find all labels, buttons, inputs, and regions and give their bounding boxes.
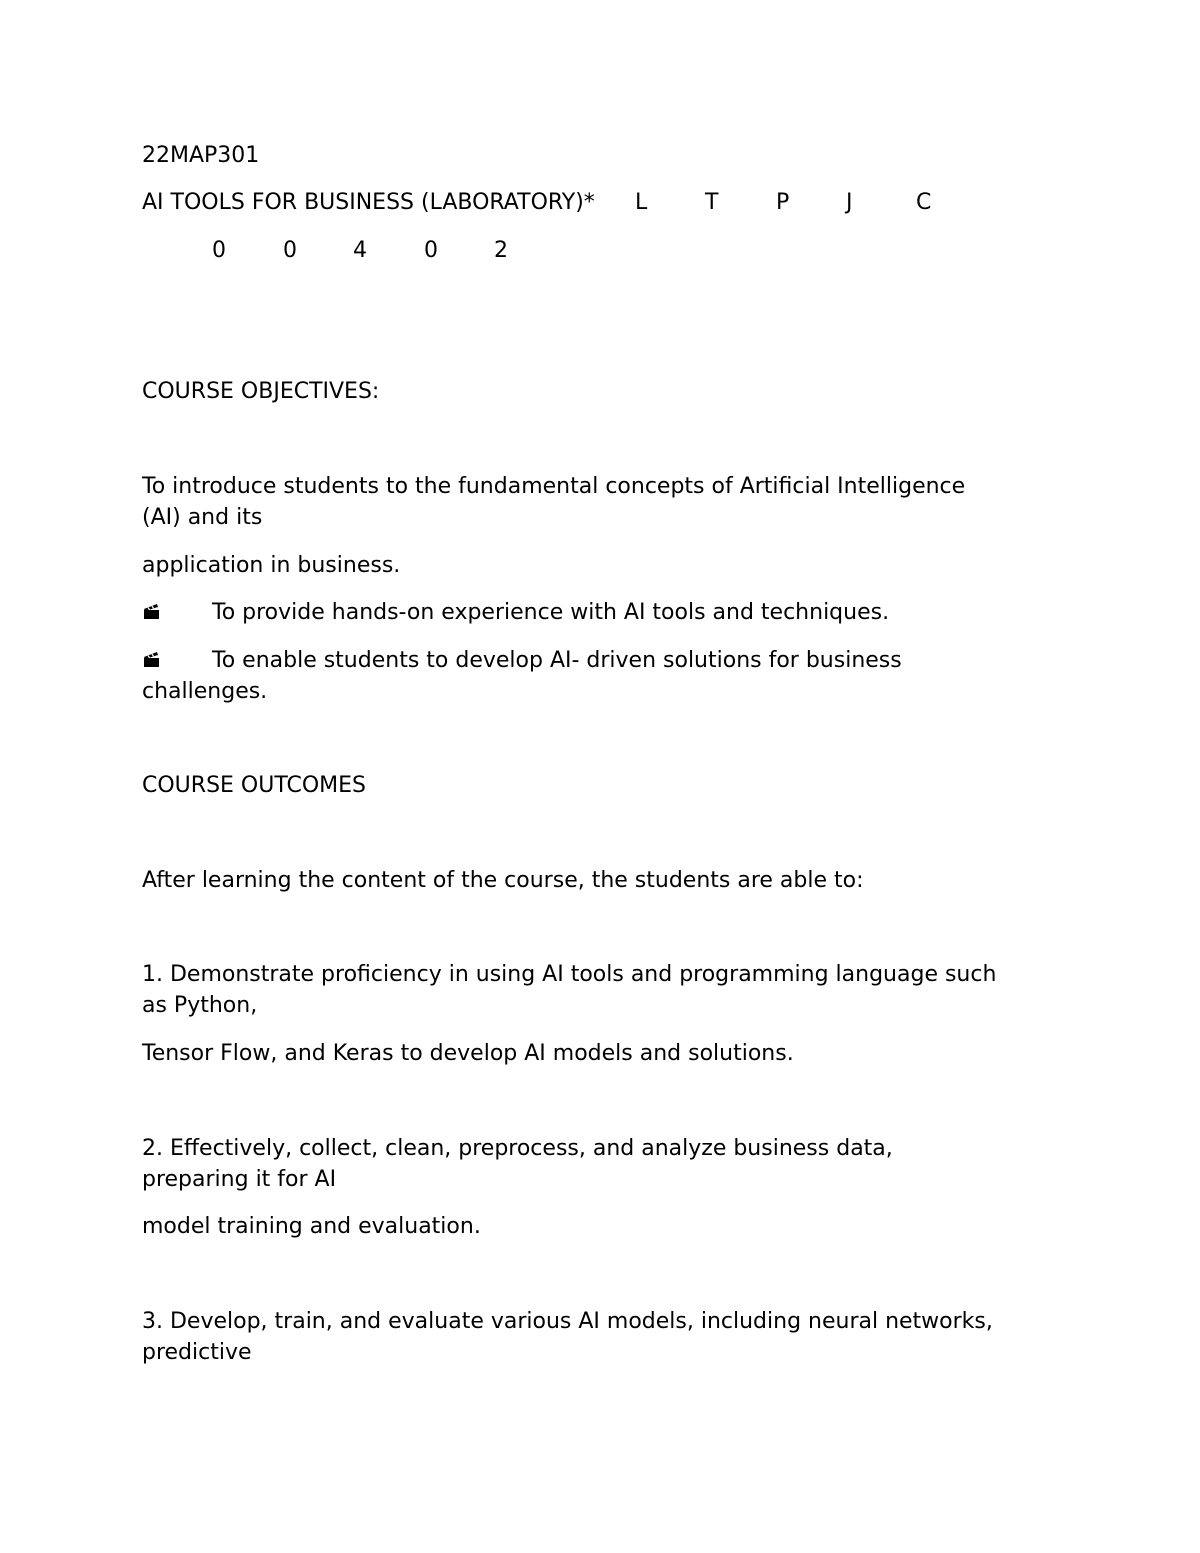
outcome-2-line2: preparing it for AI xyxy=(142,1167,337,1192)
outcome-1-line2: as Python, xyxy=(142,993,258,1018)
credit-header-p: P xyxy=(776,190,790,215)
credit-header-j: J xyxy=(846,190,853,215)
objective-bullet-2-line1: To enable students to develop AI- driven solutions for business xyxy=(212,648,902,673)
objective-bullet-2-line2: challenges. xyxy=(142,679,268,704)
objective-bullet-1: To provide hands-on experience with AI tools and techniques. xyxy=(212,600,890,625)
objectives-intro-line1: To introduce students to the fundamental concepts of Artificial Intelligence xyxy=(142,474,966,499)
credit-header-c: C xyxy=(916,190,932,215)
outcome-2-line3: model training and evaluation. xyxy=(142,1214,481,1239)
objectives-intro-line2: (AI) and its xyxy=(142,505,263,530)
outcome-3-line2: predictive xyxy=(142,1340,252,1365)
credit-value-p: 4 xyxy=(353,238,367,263)
outcome-1-line1: 1. Demonstrate proficiency in using AI tools and programming language such xyxy=(142,962,997,987)
outcomes-intro: After learning the content of the course, the students are able to: xyxy=(142,868,864,893)
course-code: 22MAP301 xyxy=(142,143,260,168)
credit-header-l: L xyxy=(635,190,648,215)
objectives-intro-line3: application in business. xyxy=(142,553,401,578)
clapperboard-icon xyxy=(142,649,162,669)
credit-values-row xyxy=(142,235,742,266)
credit-value-j: 0 xyxy=(424,238,438,263)
outcome-1-line3: Tensor Flow, and Keras to develop AI models and solutions. xyxy=(142,1041,794,1066)
outcome-2-line1: 2. Effectively, collect, clean, preprocess, and analyze business data, xyxy=(142,1136,893,1161)
clapperboard-icon xyxy=(142,601,162,621)
outcome-3-line1: 3. Develop, train, and evaluate various AI models, including neural networks, xyxy=(142,1309,993,1334)
credit-value-l: 0 xyxy=(212,238,226,263)
course-title-row xyxy=(142,187,1042,218)
credit-header-t: T xyxy=(705,190,719,215)
objectives-heading: COURSE OBJECTIVES: xyxy=(142,379,380,404)
outcomes-heading: COURSE OUTCOMES xyxy=(142,773,367,798)
course-title: AI TOOLS FOR BUSINESS (LABORATORY)* xyxy=(142,190,595,215)
credit-value-t: 0 xyxy=(283,238,297,263)
credit-value-c: 2 xyxy=(494,238,508,263)
